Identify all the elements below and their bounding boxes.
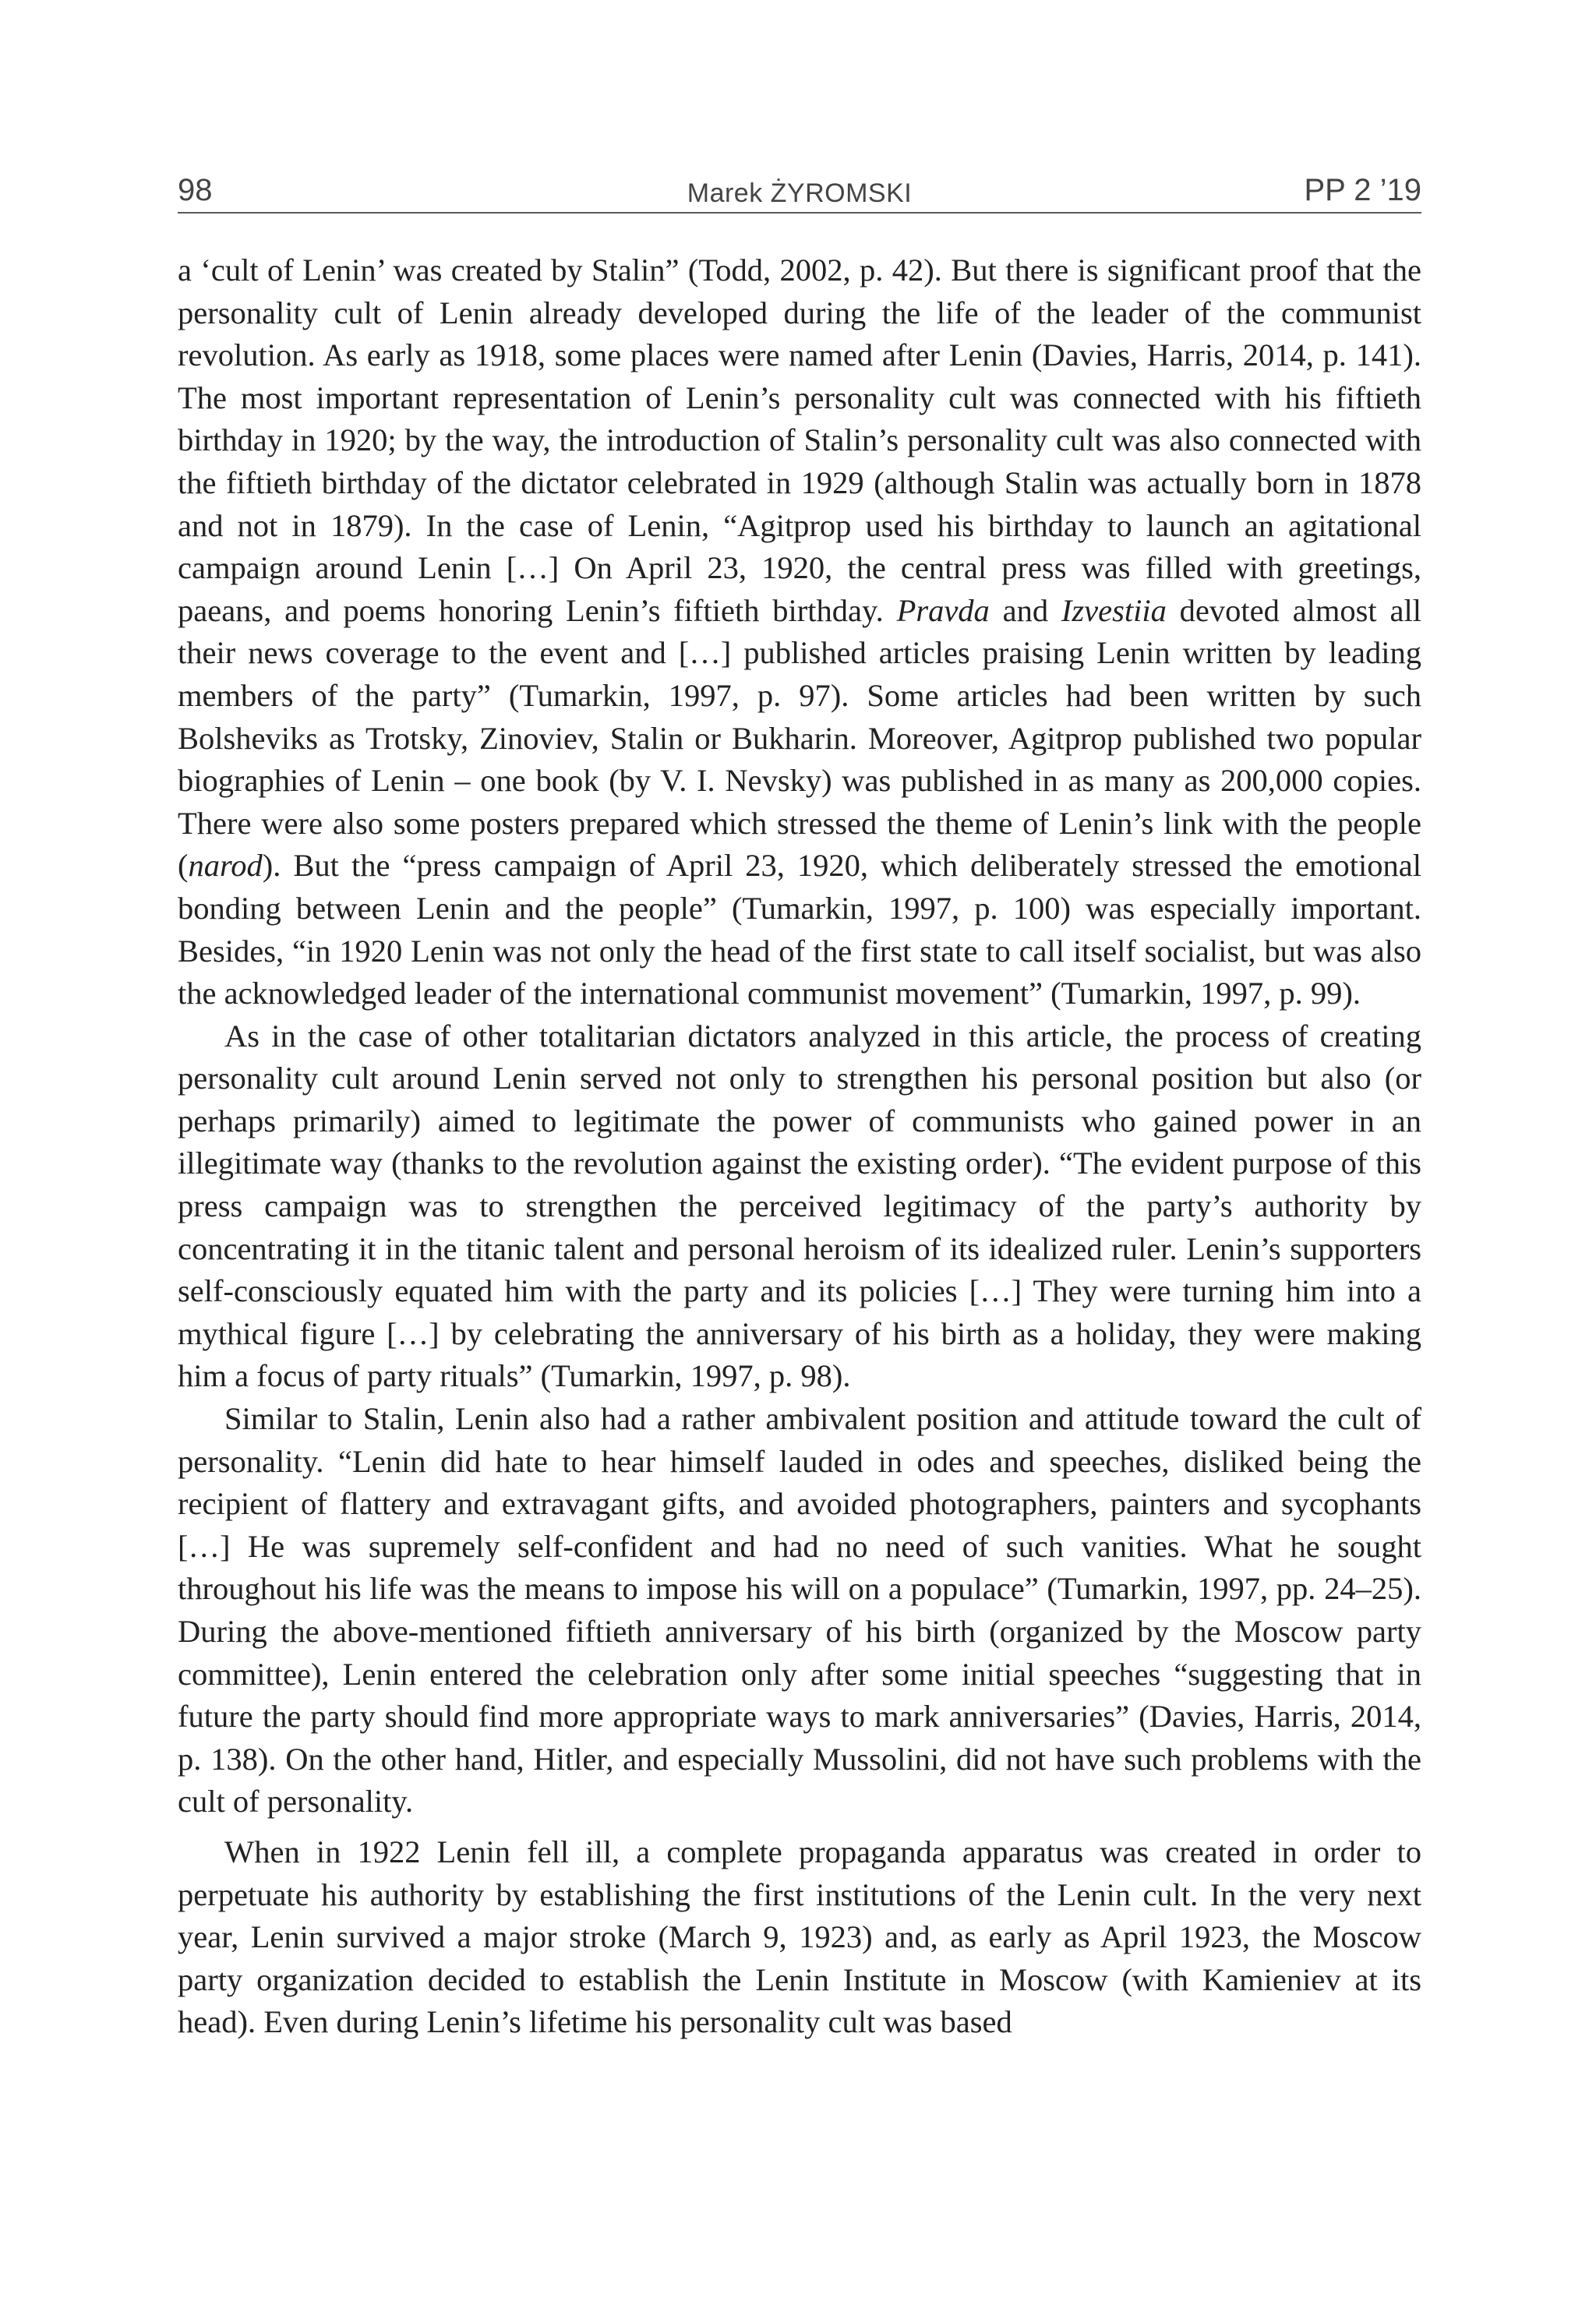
- author-name: Marek ŻYROMSKI: [687, 178, 913, 208]
- paragraph-1-text-a: a ‘cult of Lenin’ was created by Stalin” (Todd, 2002, p. 42). But there is significant proof that the personality cult of Lenin already developed during the life of the leader of the communist revolution. As early as 1918, some places were named after Lenin (Davies, Harris, 2014, p. 141). The most important representation of Lenin’s personality cult was connected with his fiftieth birthday in 1920; by the way, the introduction of Stalin’s personality cult was also connected with the fiftieth birthday of the dictator celebrated in 1929 (although Stalin was actually born in 1878 and not in 1879). In the case of Lenin, “Agitprop used his birthday to launch an agitational campaign around Lenin […] On April 23, 1920, the central press was filled with greetings, paeans, and poems honoring Lenin’s fiftieth birthday.: [178, 252, 1421, 628]
- paragraph-2: As in the case of other totalitarian dictators analyzed in this article, the process of creating personality cult around Lenin served not only to strengthen his personal position but also (or perhaps primarily) aimed to legitimate the power of communists who gained power in an illegitimate way (thanks to the revolution against the existing order). “The evident purpose of this press campaign was to strengthen the perceived legitimacy of the party’s authority by concentrating it in the titanic talent and personal heroism of its idealized ruler. Lenin’s supporters self-consciously equated him with the party and its policies […] They were turning him into a mythical figure […] by celebrating the anniversary of his birth as a holiday, they were making him a focus of party rituals” (Tumarkin, 1997, p. 98).: [178, 1018, 1421, 1394]
- italic-term-narod: narod: [188, 848, 263, 884]
- italic-title-izvestiia: Izvestiia: [1061, 592, 1167, 628]
- running-header: [178, 170, 1421, 214]
- paragraph-4: When in 1922 Lenin fell ill, a complete propaganda apparatus was created in order to perpetuate his authority by establishing the first institutions of the Lenin cult. In the very next year, Lenin survived a major stroke (March 9, 1923) and, as early as April 1923, the Moscow party organization decided to establish the Lenin Institute in Moscow (with Kamieniev at its head). Even during Lenin’s lifetime his personality cult was based: [178, 1834, 1421, 2040]
- page-number: 98: [178, 173, 213, 207]
- body-text: [178, 249, 1421, 2044]
- paragraph-1-text-b: and: [989, 592, 1061, 628]
- paragraph-1-text-c: devoted almost all their news coverage to the event and […] published articles praising Lenin written by leading members of the party” (Tumarkin, 1997, p. 97). Some articles had been written by such Bolsheviks as Trotsky, Zinoviev, Stalin or Bukharin. Moreover, Agitprop published two popular biographies of Lenin – one book (by V. I. Nevsky) was published in as many as 200,000 copies. There were also some posters prepared which stressed the theme of Lenin’s link with the people (: [178, 592, 1421, 884]
- document-page: [178, 170, 1421, 2044]
- paragraph-1-text-d: ). But the “press campaign of April 23, 1920, which deliberately stressed the emotional bonding between Lenin and the people” (Tumarkin, 1997, p. 100) was especially important. Besides, “in 1920 Lenin was not only the head of the first state to call itself socialist, but was also the acknowledged leader of the international communist movement” (Tumarkin, 1997, p. 99).: [178, 848, 1421, 1011]
- paragraph-1: [178, 249, 1421, 1015]
- italic-title-pravda: Pravda: [896, 592, 990, 628]
- paragraph-3: Similar to Stalin, Lenin also had a rather ambivalent position and attitude toward the cult of personality. “Lenin did hate to hear himself lauded in odes and speeches, disliked being the recipient of flattery and extravagant gifts, and avoided photographers, painters and sycophants […] He was supremely self-confident and had no need of such vanities. What he sought throughout his life was the means to impose his will on a populace” (Tumarkin, 1997, pp. 24–25). During the above-mentioned fiftieth anniversary of his birth (organized by the Moscow party committee), Lenin entered the celebration only after some initial speeches “suggesting that in future the party should find more appropriate ways to mark anniversaries” (Davies, Harris, 2014, p. 138). On the other hand, Hitler, and especially Mussolini, did not have such problems with the cult of personality.: [178, 1401, 1421, 1820]
- journal-issue: PP 2 ’19: [1304, 173, 1421, 207]
